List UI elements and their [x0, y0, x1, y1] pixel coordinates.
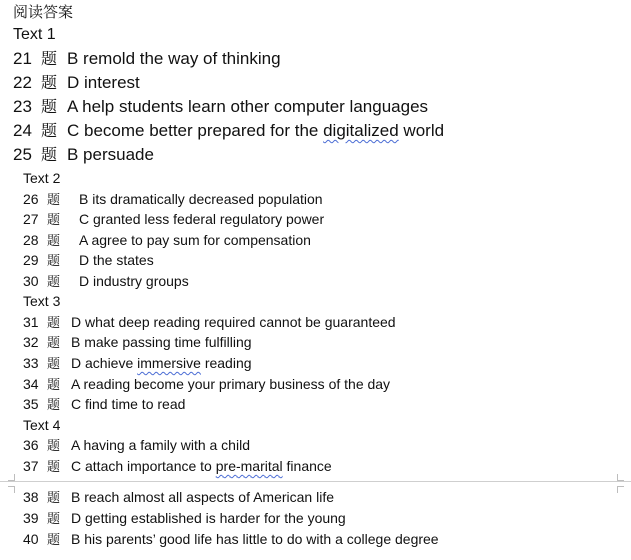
answer-row: [23, 374, 390, 394]
answer-row: [23, 312, 396, 332]
section-heading-text2: Text 2: [23, 170, 61, 186]
answer-row: [13, 47, 281, 71]
answer-text: B his parents’ good life has little to do with a college degree: [71, 531, 439, 547]
question-number: 35: [23, 396, 39, 412]
answer-row: [13, 95, 428, 119]
question-number: 32: [23, 334, 39, 350]
question-marker: 题: [47, 193, 61, 208]
question-marker: 题: [47, 254, 61, 269]
answer-row: [23, 332, 252, 352]
question-marker: 题: [47, 275, 61, 290]
answer-text: A reading become your primary business of the day: [71, 376, 391, 392]
answer-row: [13, 71, 140, 95]
answer-text: C attach importance to: [71, 458, 216, 474]
answer-text: B its dramatically decreased population: [79, 191, 323, 207]
answer-row: [23, 456, 332, 476]
question-marker: 题: [47, 398, 61, 413]
page-break-divider: [0, 481, 631, 482]
answer-text: B persuade: [67, 145, 154, 164]
answer-text: B make passing time fulfilling: [71, 334, 252, 350]
question-number: 26: [23, 191, 39, 207]
page-corner-marker: [617, 474, 624, 481]
spellcheck-word: pre-marital: [215, 458, 283, 474]
question-number: 37: [23, 458, 39, 474]
question-marker: 题: [47, 439, 61, 454]
answer-text-tail: world: [398, 121, 445, 140]
answer-row: [23, 487, 334, 507]
answer-text: B reach almost all aspects of American life: [71, 489, 335, 505]
answer-row: [13, 119, 444, 143]
question-marker: 题: [41, 73, 58, 92]
answer-text: A having a family with a child: [71, 437, 250, 453]
answer-text: D getting established is harder for the young: [71, 510, 346, 526]
question-number: 33: [23, 355, 39, 371]
question-number: 40: [23, 531, 39, 547]
question-number: 27: [23, 211, 39, 227]
question-marker: 题: [47, 512, 61, 527]
answer-row: [23, 209, 324, 229]
answer-row: [23, 353, 252, 373]
question-marker: 题: [47, 316, 61, 331]
question-number: 24: [13, 121, 32, 140]
answer-text: D interest: [67, 73, 140, 92]
question-marker: 题: [47, 336, 61, 351]
question-marker: 题: [41, 49, 58, 68]
answer-row: [23, 189, 323, 209]
answer-row: [23, 230, 311, 250]
answer-row: [23, 394, 185, 414]
question-number: 28: [23, 232, 39, 248]
question-marker: 题: [47, 533, 61, 548]
question-marker: 题: [41, 97, 58, 116]
answer-text: D the states: [79, 252, 154, 268]
question-number: 39: [23, 510, 39, 526]
question-number: 22: [13, 73, 32, 92]
answer-row: [23, 250, 154, 270]
question-marker: 题: [47, 234, 61, 249]
question-marker: 题: [47, 378, 61, 393]
question-number: 34: [23, 376, 39, 392]
answer-text: D achieve: [71, 355, 138, 371]
answer-row: [23, 529, 439, 549]
answer-row: [23, 435, 250, 455]
page-corner-marker: [8, 474, 15, 481]
answer-text: C granted less federal regulatory power: [79, 211, 325, 227]
answer-row: [23, 508, 346, 528]
question-number: 25: [13, 145, 32, 164]
section-heading-text4: Text 4: [23, 417, 61, 433]
answer-text: A help students learn other computer languages: [67, 97, 429, 116]
answer-row: [13, 143, 154, 167]
question-number: 30: [23, 273, 39, 289]
question-number: 36: [23, 437, 39, 453]
spellcheck-word: digitalized: [323, 121, 399, 140]
answer-text: C find time to read: [71, 396, 186, 412]
answer-row: [23, 271, 189, 291]
question-marker: 题: [41, 145, 58, 164]
question-marker: 题: [41, 121, 58, 140]
question-number: 31: [23, 314, 39, 330]
question-marker: 题: [47, 357, 61, 372]
question-number: 38: [23, 489, 39, 505]
spellcheck-word: immersive: [137, 355, 201, 371]
answer-text: B remold the way of thinking: [67, 49, 281, 68]
page-corner-marker: [8, 486, 15, 493]
question-marker: 题: [47, 491, 61, 506]
page-title: 阅读答案: [13, 3, 74, 21]
section-heading-text3: Text 3: [23, 293, 61, 309]
answer-text: C become better prepared for the: [67, 121, 324, 140]
answer-text: D industry groups: [79, 273, 189, 289]
question-marker: 题: [47, 213, 61, 228]
page-corner-marker: [617, 486, 624, 493]
question-marker: 题: [47, 460, 61, 475]
question-number: 23: [13, 97, 32, 116]
question-number: 29: [23, 252, 39, 268]
question-number: 21: [13, 49, 32, 68]
answer-text: D what deep reading required cannot be guaranteed: [71, 314, 396, 330]
answer-text: A agree to pay sum for compensation: [79, 232, 311, 248]
answer-text-tail: reading: [200, 355, 252, 371]
answer-text-tail: finance: [282, 458, 332, 474]
section-heading-text1: Text 1: [13, 26, 56, 43]
